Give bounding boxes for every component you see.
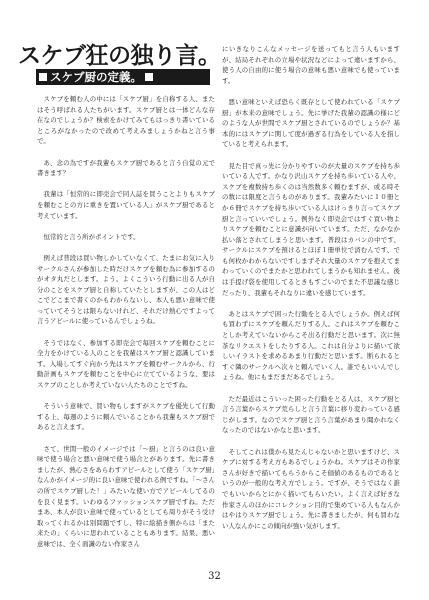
- paragraph: そうではなく、参加する即売会で毎回スケブを頼むことに全力をかけている人のことを我輩はスケブ厨と認識しています。入場してすぐ向かう先はスケブを頼むサークルから、行動計画もスケブを頼むことを中心に立てているような、要はスケブのことしか考えていない人たちのことですね。: [37, 338, 215, 390]
- paragraph: 例えば普段は買い物しかしていなくて、たまにお気に入りサークルさんが参加した時だけスケブを頼む為に参加するのがオタ丸だとします。よう。よくこういう行動に出る人が自分のことをスケブ厨と自称していたとしますが、この人はどこでどこまで書くのかもわからないし、本人も悪い意味で使っていてそうとは限らないけれど、それだけ熱心ですよって言うアピールに使っているんでしょうね。: [37, 253, 215, 326]
- right-column: [222, 44, 400, 542]
- section-heading: [36, 69, 210, 85]
- paragraph: 恒常的と言う所がポイントです。: [43, 232, 140, 241]
- square-bullet-icon: [39, 73, 47, 81]
- section-heading-text: スケブ厨の定義。: [50, 70, 142, 84]
- page-number: 32: [208, 571, 221, 582]
- paragraph: スケブを頼む人の中には「スケブ厨」を自称する人、またはそう呼ばれる人たちがいます。スケブ厨とは一体どんな存在なのでしょうか？検索をかけてみてもはっきり書いているところがなかったので改めて考えみましょうかねと言う事で。: [37, 95, 215, 146]
- square-bullet-icon: [145, 73, 153, 81]
- paragraph: ただ最近はこういった困った行動をとる人は、スケブ厨と言う言葉からスケブ荒らしと言う言葉に移り変わっている感じがします。なのでスケブ厨と言う言葉があまり聞かれなくなったのではないかなと思います。: [222, 394, 400, 435]
- paragraph: さて、世間一般のイメージでは「〜厨」と言うのは良い意味で使う場合と悪い意味で使う場合とがあります。先に書きましたが、熱心さをあらわすアピールとして使う「スケブ厨」なんかがイメージ的に良い意味で使われる例ですね。「〜さんの所でスケブ厨した！」みたいな使い方でアピールしてるのを良く見ます。いわゆるファッションスケブ厨ですね。ただまあ、本人が良い意味で使っているとしても周りがそう受け取ってくれるかは別問題ですし、特に絵描き側からは「また来たの」くらいに思われていることもあります。結果、悪い意味では、全く面識のない作家さん: [37, 444, 215, 548]
- paragraph: あ、念の為ですが我輩もスケブ厨であると言う自覚の元で書きます？: [37, 158, 215, 178]
- paragraph: にいきなりこんなメッセージを送ってもと言う人もいますが、結局それぞれの立場や状況などによって違いますから、使う人の自由的に使う場合の意味も悪い意味でも使っています。: [222, 45, 400, 85]
- page-title: スケブ狂の独り言。: [18, 43, 221, 69]
- paragraph: あとはスケブで困った行動をとる人でしょうか。例えば何も買わずにスケブを頼んだりする人。これはスケブを頼むことしか考えていないからこそ出る行動だと思います。次に無茶なリクエストをしたりする人。これは自分よりに描いて欲しいイラストを求めるあまり行動だと思います。断られるとすぐ隣のサークルへ次々と頼んでいく人。誰でもいいんでしょうね。他にもまだまだあるでしょう。: [222, 309, 400, 382]
- paragraph: 悪い意味といえば恐らく既存として使われている「スケブ厨」が本来の意味でしょう。先に挙げた我輩の認識の様にどのような人が世間でスケブ厨とされているのでしょうか？基本的にはスケブに関して度が過ぎる行為をしている人を指していると考えられます。: [222, 97, 400, 149]
- paragraph: そういう意味で、買い物もしますがスケブを優先して行動する上、毎週のように頼んでいることから我輩もスケブ厨であると言えます。: [37, 402, 215, 432]
- paragraph: 我輩は「恒常的に即売会で同人誌を買うことよりもスケブを頼むことの方に重きを置いている人」がスケブ厨であると考えています。: [37, 190, 215, 220]
- paragraph: そしてこれは僕から見たんじゃないかと思いますけど、スケブに対する考え方もあるでしょうかね。スケブはその作家さんが好きで描いてもらうからこそ価値のあるものであるというのが一般的な考え方でしょう。ですが、そうではなく誰でもいいからとにかく描いてもらいたい。よく言えば好きな作家さんのほかにコレクション目的で集めている人もなんかはやはりスケブ厨でしょう。先に書きましたが、何も買わない人なんかにこの傾向が強い気がします。: [222, 447, 400, 530]
- paragraph: 見た目で真っ先に分かりやすいのが大量のスケブを持ち歩いている人です。かなり沢山スケブを持ち歩いている人や、スケブを複数持ち歩くのは当然数多く頼むますが、或る時その数には限度と言うものがあります。我輩みたいに１０冊とか６冊でスケブを持ち歩いている人はけっきり言ってスケブ厨と言っていいでしょう。例外なく即売会ではすぐ買い物よりスケブを頼むことに意識が向いています。ただ、なかなか払い落とされてしまうと思います。普段はカバンの中です、サークルにスケブを預けるとほぼ１冊単位で済むんです、でも何枚かわからないですしまずそれ大量のスケブを抱えてまわっていくのでまたかと思われてしまうかも知れません。後は手提げ袋を使用してるときもすごいのでまた不思議な感じだったり、我輩もそれなりに違いを感じています。: [222, 161, 400, 297]
- left-column: [37, 94, 215, 560]
